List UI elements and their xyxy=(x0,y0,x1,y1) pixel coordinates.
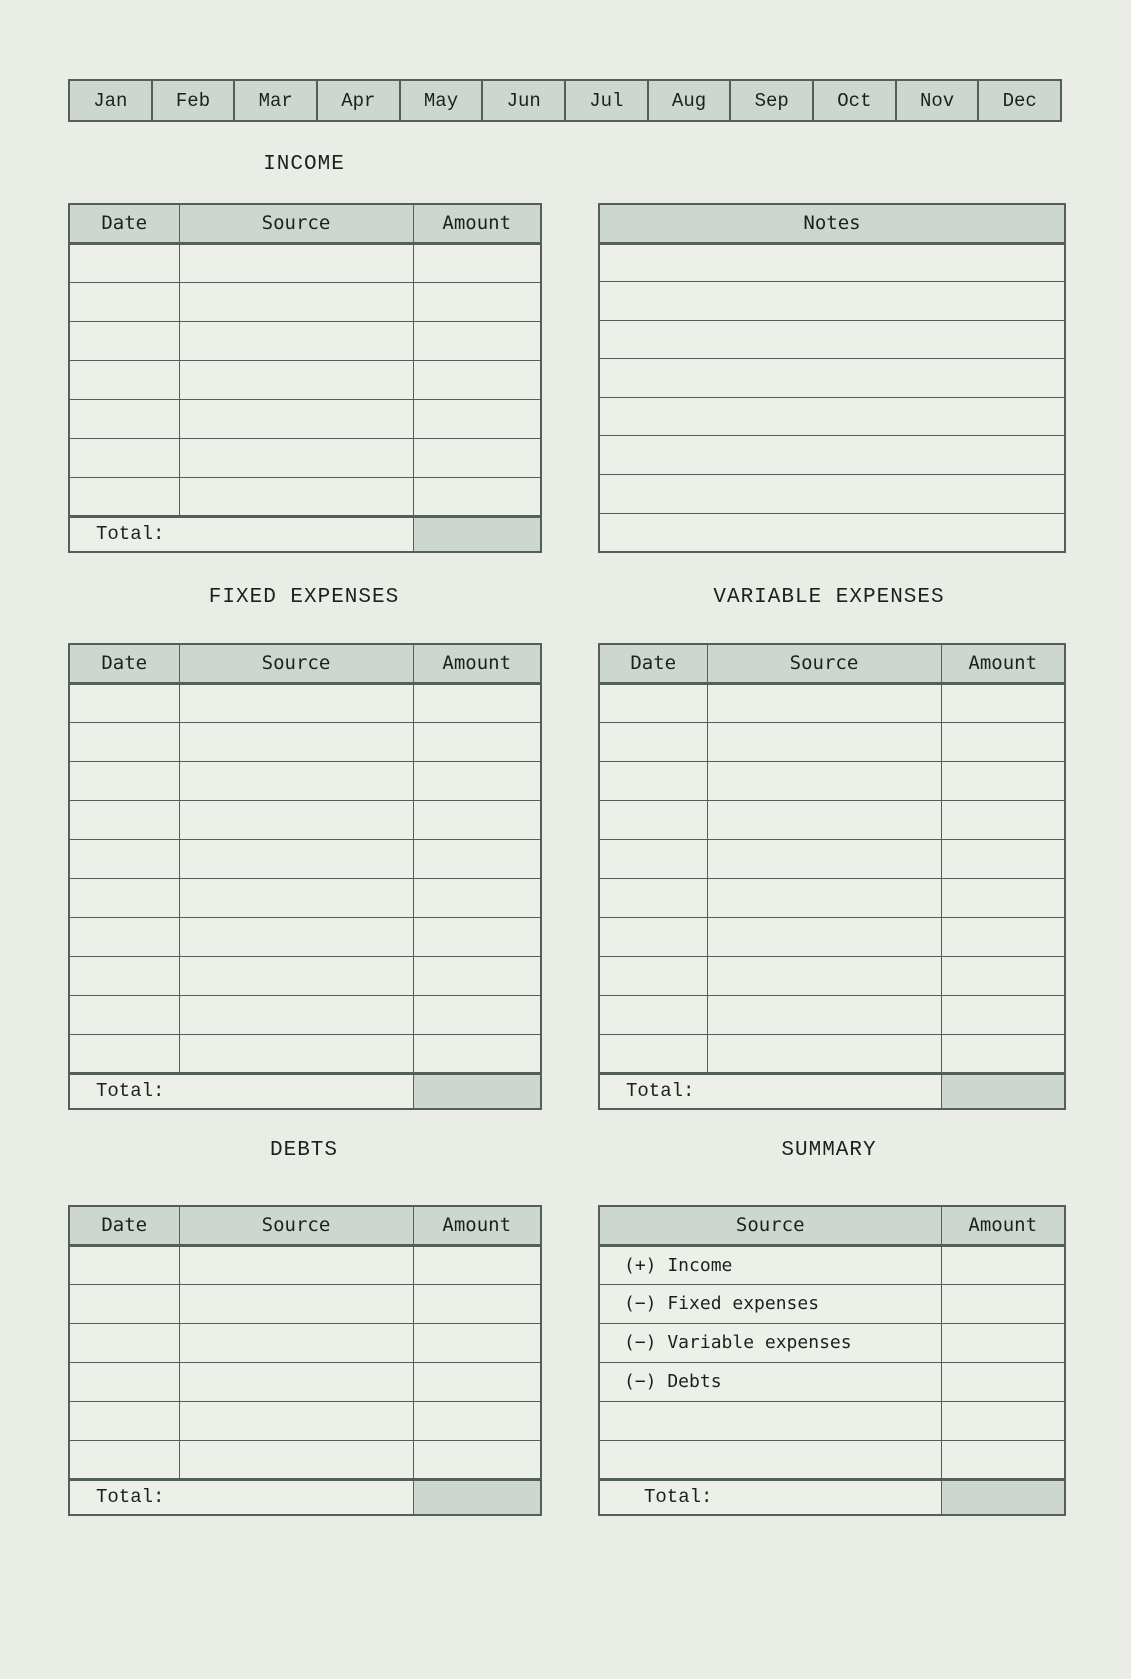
table-row xyxy=(599,1284,1065,1323)
table-row xyxy=(599,1245,1065,1284)
fill-cell[interactable] xyxy=(69,995,179,1034)
table-row xyxy=(69,1245,541,1284)
table-row xyxy=(599,839,1065,878)
fill-cell[interactable] xyxy=(69,321,179,360)
fill-cell[interactable] xyxy=(941,1284,1065,1323)
column-header-amount: Amount xyxy=(941,644,1065,683)
summary-row-label: (−) Variable expenses xyxy=(599,1323,941,1362)
column-header-amount: Amount xyxy=(413,644,541,683)
table-row xyxy=(69,1284,541,1323)
table-row xyxy=(69,360,541,399)
fill-cell[interactable] xyxy=(707,995,941,1034)
fill-cell[interactable] xyxy=(941,995,1065,1034)
fill-cell[interactable] xyxy=(599,282,1065,321)
variable-expenses-section-title: VARIABLE EXPENSES xyxy=(713,586,945,609)
fill-cell[interactable] xyxy=(179,761,413,800)
table-row xyxy=(599,436,1065,475)
fill-cell[interactable] xyxy=(413,683,541,722)
expenses-title-row xyxy=(68,585,1062,611)
fill-cell[interactable] xyxy=(599,436,1065,475)
table-row xyxy=(69,243,541,282)
fill-cell[interactable] xyxy=(413,399,541,438)
table-row xyxy=(599,683,1065,722)
fill-cell[interactable] xyxy=(707,917,941,956)
fill-cell[interactable] xyxy=(179,839,413,878)
fill-cell[interactable] xyxy=(179,917,413,956)
fill-cell[interactable] xyxy=(179,800,413,839)
income-title-row xyxy=(68,152,1062,178)
fill-cell[interactable] xyxy=(179,956,413,995)
month-tab-aug[interactable]: Aug xyxy=(649,81,732,120)
fill-cell[interactable] xyxy=(599,397,1065,436)
fill-cell[interactable] xyxy=(179,399,413,438)
fill-cell[interactable] xyxy=(941,761,1065,800)
fill-cell[interactable] xyxy=(179,321,413,360)
fill-cell[interactable] xyxy=(69,243,179,282)
column-header-date: Date xyxy=(69,644,179,683)
table-row xyxy=(69,1034,541,1073)
fill-cell[interactable] xyxy=(179,683,413,722)
fill-cell[interactable] xyxy=(413,1362,541,1401)
column-header-source: Source xyxy=(599,1206,941,1245)
budget-planner-page xyxy=(68,79,1062,1516)
fill-cell[interactable] xyxy=(179,282,413,321)
fill-cell[interactable] xyxy=(69,761,179,800)
month-tab-jun[interactable]: Jun xyxy=(483,81,566,120)
total-amount-cell[interactable] xyxy=(941,1479,1065,1515)
fill-cell[interactable] xyxy=(599,956,707,995)
fill-cell[interactable] xyxy=(179,477,413,516)
month-tab-nov[interactable]: Nov xyxy=(897,81,980,120)
table-row xyxy=(599,800,1065,839)
summary-row-label: (−) Fixed expenses xyxy=(599,1284,941,1323)
fill-cell[interactable] xyxy=(413,243,541,282)
month-tab-mar[interactable]: Mar xyxy=(235,81,318,120)
table-row xyxy=(599,917,1065,956)
fill-cell[interactable] xyxy=(941,839,1065,878)
header-row xyxy=(599,644,1065,683)
fill-cell[interactable] xyxy=(707,956,941,995)
month-tab-apr[interactable]: Apr xyxy=(318,81,401,120)
header-row xyxy=(599,1206,1065,1245)
fill-cell[interactable] xyxy=(413,917,541,956)
fill-cell[interactable] xyxy=(179,1362,413,1401)
summary-table xyxy=(598,1205,1066,1516)
debts-summary-tables-row xyxy=(68,1205,1062,1516)
fill-cell[interactable] xyxy=(941,1440,1065,1479)
fill-cell[interactable] xyxy=(941,878,1065,917)
table-row xyxy=(599,1440,1065,1479)
table-row xyxy=(599,1323,1065,1362)
month-tab-sep[interactable]: Sep xyxy=(731,81,814,120)
fill-cell[interactable] xyxy=(599,839,707,878)
total-label: Total: xyxy=(69,1073,413,1109)
fill-cell[interactable] xyxy=(69,1034,179,1073)
fill-cell[interactable] xyxy=(179,722,413,761)
fill-cell[interactable] xyxy=(941,722,1065,761)
total-amount-cell[interactable] xyxy=(413,516,541,552)
fill-cell[interactable] xyxy=(179,1440,413,1479)
fill-cell[interactable] xyxy=(179,1323,413,1362)
total-label: Total: xyxy=(69,1479,413,1515)
month-tab-bar xyxy=(68,79,1062,122)
fill-cell[interactable] xyxy=(941,800,1065,839)
table-row xyxy=(69,1440,541,1479)
fill-cell[interactable] xyxy=(599,243,1065,282)
column-header-amount: Amount xyxy=(413,204,541,243)
fill-cell[interactable] xyxy=(413,722,541,761)
fill-cell[interactable] xyxy=(69,917,179,956)
fill-cell[interactable] xyxy=(599,800,707,839)
fill-cell[interactable] xyxy=(69,1401,179,1440)
fixed-expenses-table xyxy=(68,643,542,1110)
fill-cell[interactable] xyxy=(69,683,179,722)
table-row xyxy=(599,282,1065,321)
fill-cell[interactable] xyxy=(179,1401,413,1440)
fill-cell[interactable] xyxy=(69,282,179,321)
fill-cell[interactable] xyxy=(599,722,707,761)
table-row xyxy=(599,1401,1065,1440)
total-row xyxy=(69,516,541,552)
fill-cell[interactable] xyxy=(413,839,541,878)
fill-cell[interactable] xyxy=(941,917,1065,956)
column-header-source: Source xyxy=(179,1206,413,1245)
month-tab-dec[interactable]: Dec xyxy=(1002,89,1037,112)
table-row xyxy=(69,956,541,995)
table-row xyxy=(599,1362,1065,1401)
fill-cell[interactable] xyxy=(599,1401,941,1440)
fill-cell[interactable] xyxy=(707,722,941,761)
total-row xyxy=(69,1479,541,1515)
fill-cell[interactable] xyxy=(941,1245,1065,1284)
fill-cell[interactable] xyxy=(69,839,179,878)
table-row xyxy=(599,513,1065,552)
fill-cell[interactable] xyxy=(413,1034,541,1073)
fill-cell[interactable] xyxy=(69,878,179,917)
table-row xyxy=(599,397,1065,436)
table-row xyxy=(599,761,1065,800)
notes-title-spacer xyxy=(596,152,1062,178)
table-row xyxy=(599,359,1065,398)
fill-cell[interactable] xyxy=(69,360,179,399)
column-header-source: Source xyxy=(707,644,941,683)
column-header-source: Source xyxy=(179,644,413,683)
fill-cell[interactable] xyxy=(707,683,941,722)
fill-cell[interactable] xyxy=(69,956,179,995)
fill-cell[interactable] xyxy=(69,722,179,761)
fill-cell[interactable] xyxy=(413,282,541,321)
fill-cell[interactable] xyxy=(69,1323,179,1362)
fill-cell[interactable] xyxy=(599,359,1065,398)
fill-cell[interactable] xyxy=(413,438,541,477)
total-amount-cell[interactable] xyxy=(941,1073,1065,1109)
table-row xyxy=(69,722,541,761)
fill-cell[interactable] xyxy=(413,878,541,917)
table-row xyxy=(69,800,541,839)
table-row xyxy=(599,475,1065,514)
table-row xyxy=(69,1362,541,1401)
fill-cell[interactable] xyxy=(413,800,541,839)
total-row xyxy=(69,1073,541,1109)
fill-cell[interactable] xyxy=(413,1401,541,1440)
fill-cell[interactable] xyxy=(941,956,1065,995)
fill-cell[interactable] xyxy=(707,878,941,917)
total-amount-cell[interactable] xyxy=(413,1479,541,1515)
fill-cell[interactable] xyxy=(69,1440,179,1479)
table-row xyxy=(599,878,1065,917)
fill-cell[interactable] xyxy=(599,513,1065,552)
column-header-date: Date xyxy=(69,204,179,243)
income-section-title: INCOME xyxy=(263,153,345,176)
fill-cell[interactable] xyxy=(599,320,1065,359)
total-label: Total: xyxy=(599,1073,941,1109)
table-row xyxy=(599,722,1065,761)
fill-cell[interactable] xyxy=(599,1034,707,1073)
month-tab-oct[interactable]: Oct xyxy=(814,81,897,120)
column-header-source: Source xyxy=(179,204,413,243)
column-header-amount: Amount xyxy=(941,1206,1065,1245)
fill-cell[interactable] xyxy=(599,1440,941,1479)
fill-cell[interactable] xyxy=(707,761,941,800)
table-row xyxy=(69,839,541,878)
debts-summary-title-row xyxy=(68,1138,1062,1164)
header-row xyxy=(599,204,1065,243)
header-row xyxy=(69,204,541,243)
table-row xyxy=(69,399,541,438)
expenses-tables-row xyxy=(68,643,1062,1110)
fill-cell[interactable] xyxy=(69,1245,179,1284)
fill-cell[interactable] xyxy=(69,1284,179,1323)
column-header-notes: Notes xyxy=(599,204,1065,243)
fill-cell[interactable] xyxy=(69,477,179,516)
total-label: Total: xyxy=(69,516,413,552)
income-table xyxy=(68,203,542,553)
summary-row-label: (+) Income xyxy=(599,1245,941,1284)
table-row xyxy=(69,477,541,516)
fill-cell[interactable] xyxy=(413,1245,541,1284)
fill-cell[interactable] xyxy=(707,800,941,839)
table-row xyxy=(599,956,1065,995)
table-row xyxy=(599,1034,1065,1073)
table-row xyxy=(599,995,1065,1034)
total-row xyxy=(599,1073,1065,1109)
table-row xyxy=(69,995,541,1034)
fill-cell[interactable] xyxy=(707,839,941,878)
fill-cell[interactable] xyxy=(599,761,707,800)
fill-cell[interactable] xyxy=(941,1362,1065,1401)
fill-cell[interactable] xyxy=(941,683,1065,722)
fill-cell[interactable] xyxy=(599,917,707,956)
fill-cell[interactable] xyxy=(413,477,541,516)
total-amount-cell[interactable] xyxy=(413,1073,541,1109)
fill-cell[interactable] xyxy=(179,1034,413,1073)
fill-cell[interactable] xyxy=(599,683,707,722)
table-row xyxy=(599,243,1065,282)
header-row xyxy=(69,644,541,683)
fill-cell[interactable] xyxy=(413,761,541,800)
fill-cell[interactable] xyxy=(179,438,413,477)
fill-cell[interactable] xyxy=(413,321,541,360)
fill-cell[interactable] xyxy=(941,1401,1065,1440)
table-row xyxy=(599,320,1065,359)
fill-cell[interactable] xyxy=(69,399,179,438)
table-row xyxy=(69,1323,541,1362)
fixed-expenses-section-title: FIXED EXPENSES xyxy=(208,586,400,609)
fill-cell[interactable] xyxy=(413,1440,541,1479)
fill-cell[interactable] xyxy=(599,995,707,1034)
fill-cell[interactable] xyxy=(179,1245,413,1284)
column-header-date: Date xyxy=(69,1206,179,1245)
fill-cell[interactable] xyxy=(413,995,541,1034)
fill-cell[interactable] xyxy=(413,956,541,995)
notes-table xyxy=(598,203,1066,553)
header-row xyxy=(69,1206,541,1245)
variable-expenses-table xyxy=(598,643,1066,1110)
month-tab-may[interactable]: May xyxy=(401,81,484,120)
fill-cell[interactable] xyxy=(179,878,413,917)
table-row xyxy=(69,761,541,800)
fill-cell[interactable] xyxy=(599,878,707,917)
fill-cell[interactable] xyxy=(179,995,413,1034)
fill-cell[interactable] xyxy=(179,1284,413,1323)
total-label: Total: xyxy=(599,1479,941,1515)
fill-cell[interactable] xyxy=(413,360,541,399)
fill-cell[interactable] xyxy=(599,475,1065,514)
month-tab-jan[interactable]: Jan xyxy=(70,81,153,120)
fill-cell[interactable] xyxy=(69,1362,179,1401)
month-tab-jul[interactable]: Jul xyxy=(566,81,649,120)
table-row xyxy=(69,917,541,956)
table-row xyxy=(69,1401,541,1440)
table-row xyxy=(69,683,541,722)
table-row xyxy=(69,282,541,321)
debts-table xyxy=(68,1205,542,1516)
total-row xyxy=(599,1479,1065,1515)
fill-cell[interactable] xyxy=(941,1034,1065,1073)
summary-section-title: SUMMARY xyxy=(781,1139,877,1162)
table-row xyxy=(69,878,541,917)
table-row xyxy=(69,438,541,477)
fill-cell[interactable] xyxy=(941,1323,1065,1362)
fill-cell[interactable] xyxy=(179,243,413,282)
table-row xyxy=(69,321,541,360)
fill-cell[interactable] xyxy=(69,438,179,477)
column-header-amount: Amount xyxy=(413,1206,541,1245)
fill-cell[interactable] xyxy=(413,1323,541,1362)
fill-cell[interactable] xyxy=(179,360,413,399)
fill-cell[interactable] xyxy=(69,800,179,839)
month-tab-feb[interactable]: Feb xyxy=(153,81,236,120)
fill-cell[interactable] xyxy=(707,1034,941,1073)
income-tables-row xyxy=(68,203,1062,553)
column-header-date: Date xyxy=(599,644,707,683)
summary-row-label: (−) Debts xyxy=(599,1362,941,1401)
fill-cell[interactable] xyxy=(413,1284,541,1323)
debts-section-title: DEBTS xyxy=(269,1139,338,1162)
